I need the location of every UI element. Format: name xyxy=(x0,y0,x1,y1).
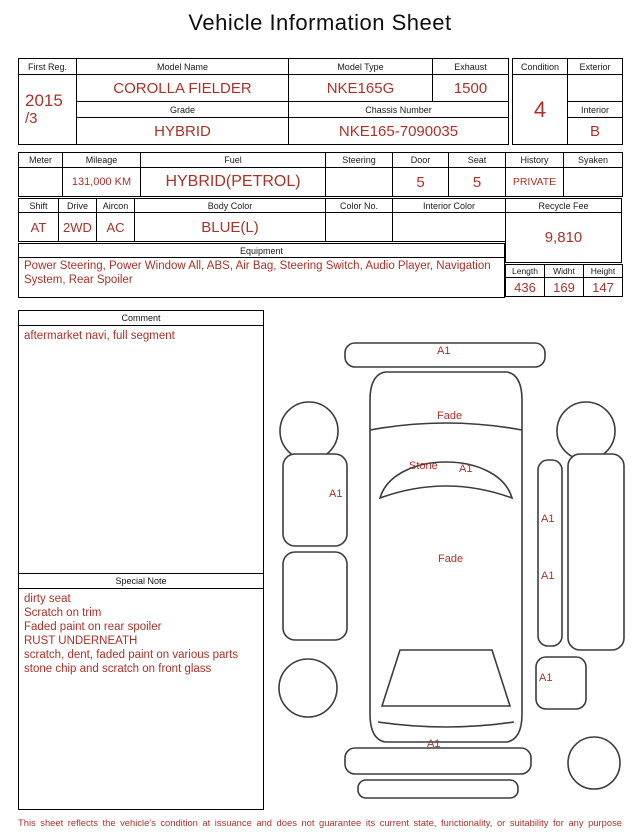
door-value: 5 xyxy=(393,168,449,197)
recycle-fee-value: 9,810 xyxy=(506,213,622,263)
recycle-fee-label: Recycle Fee xyxy=(506,199,622,213)
model-name-value: COROLLA FIELDER xyxy=(77,75,289,102)
right-sill-panel xyxy=(538,460,562,646)
first-reg-month: /3 xyxy=(25,109,38,127)
special-note-line: dirty seat xyxy=(24,593,71,605)
exterior-grade xyxy=(568,75,623,102)
model-name-label: Model Name xyxy=(77,59,289,75)
condition-grade: 4 xyxy=(513,75,568,145)
wheel-rear-left xyxy=(279,659,337,717)
drive-label: Drive xyxy=(59,199,97,213)
mileage-value: 131,000 KM xyxy=(63,168,141,197)
grade-value: HYBRID xyxy=(77,118,289,145)
seat-value: 5 xyxy=(449,168,506,197)
width-label: Widht xyxy=(545,265,584,278)
chassis-number-value: NKE165-7090035 xyxy=(289,118,509,145)
left-rear-door-panel xyxy=(283,552,347,640)
seat-label: Seat xyxy=(449,153,506,168)
wheel-rear-right xyxy=(568,737,620,789)
color-no-value xyxy=(326,213,393,242)
damage-label-windshield-stone: Stone xyxy=(409,460,438,472)
page-title: Vehicle Information Sheet xyxy=(188,10,452,35)
interior-grade: B xyxy=(568,118,623,145)
history-value: PRIVATE xyxy=(506,168,564,197)
special-note-line: Scratch on trim xyxy=(24,607,102,620)
history-table xyxy=(505,152,623,197)
mileage-label: Mileage xyxy=(63,153,141,168)
first-reg-year: 2015 xyxy=(25,90,63,110)
damage-label-windshield-a1: A1 xyxy=(459,463,473,475)
dimensions-table xyxy=(505,264,623,297)
model-type-label: Model Type xyxy=(289,59,433,75)
interior-label: Interior xyxy=(568,102,623,118)
condition-label: Condition xyxy=(513,59,568,75)
wheel-front-left xyxy=(280,402,338,460)
shift-label: Shift xyxy=(19,199,59,213)
color-no-label: Color No. xyxy=(326,199,393,213)
damage-label-left-door: A1 xyxy=(329,488,343,500)
comment-text: aftermarket navi, full segment xyxy=(24,330,175,342)
exhaust-label: Exhaust xyxy=(433,59,509,75)
equipment-label: Equipment xyxy=(19,244,505,258)
equipment-value: Power Steering, Power Window All, ABS, Air Bag, Steering Switch, Audio Player, Navigation System, Rear Spoiler xyxy=(19,258,505,298)
first-reg-label: First Reg. xyxy=(19,59,77,75)
special-note-list xyxy=(19,589,263,809)
special-note-line: scratch, dent, faded paint on various parts xyxy=(24,649,239,662)
door-label: Door xyxy=(393,153,449,168)
grade-label: Grade xyxy=(77,102,289,118)
aircon-value: AC xyxy=(97,213,135,242)
car-rear-bumper xyxy=(345,748,531,774)
comment-header: Comment xyxy=(19,311,263,326)
shift-color-table xyxy=(18,198,506,242)
left-front-door-panel xyxy=(283,454,347,546)
damage-label-right-quarter: A1 xyxy=(539,672,553,684)
height-value: 147 xyxy=(584,278,623,297)
meter-value xyxy=(19,168,63,197)
history-label: History xyxy=(506,153,564,168)
length-label: Length xyxy=(506,265,545,278)
fuel-value: HYBRID(PETROL) xyxy=(141,168,326,197)
right-door-panel xyxy=(568,454,624,650)
damage-label-roof: Fade xyxy=(438,553,464,565)
fuel-label: Fuel xyxy=(141,153,326,168)
special-note-line: stone chip and scratch on front glass xyxy=(24,663,212,676)
steering-label: Steering xyxy=(326,153,393,168)
first-reg-value xyxy=(19,75,77,145)
vehicle-identity-table xyxy=(18,58,509,145)
interior-color-label: Interior Color xyxy=(393,199,506,213)
exterior-label: Exterior xyxy=(568,59,623,75)
shift-value: AT xyxy=(19,213,59,242)
disclaimer-text: This sheet reflects the vehicle's condition at issuance and does not guarantee its current state, functionality, or suitability for any purpose xyxy=(18,817,622,828)
equipment-table xyxy=(18,243,505,298)
meter-label: Meter xyxy=(19,153,63,168)
rear-window xyxy=(382,650,510,706)
wheel-front-right xyxy=(557,402,615,460)
recycle-fee-table xyxy=(505,198,622,263)
drive-value: 2WD xyxy=(59,213,97,242)
body-color-value: BLUE(L) xyxy=(135,213,326,242)
width-value: 169 xyxy=(545,278,584,297)
special-note-line: RUST UNDERNEATH xyxy=(24,635,138,648)
damage-label-front-bumper: A1 xyxy=(437,345,451,357)
damage-label-right-sill-lower: A1 xyxy=(541,570,555,582)
chassis-number-label: Chassis Number xyxy=(289,102,509,118)
height-label: Height xyxy=(584,265,623,278)
damage-label-right-sill-upper: A1 xyxy=(541,513,555,525)
aircon-label: Aircon xyxy=(97,199,135,213)
rear-lower-bar xyxy=(358,780,518,798)
condition-table xyxy=(512,58,623,145)
steering-value xyxy=(326,168,393,197)
interior-color-value xyxy=(393,213,506,242)
special-note-header: Special Note xyxy=(19,573,263,589)
special-note-line: Faded paint on rear spoiler xyxy=(24,621,162,634)
comment-box xyxy=(18,310,264,810)
damage-label-hood: Fade xyxy=(437,410,463,422)
length-value: 436 xyxy=(506,278,545,297)
syaken-label: Syaken xyxy=(564,153,623,168)
meter-fuel-table xyxy=(18,152,506,197)
syaken-value xyxy=(564,168,623,197)
model-type-value: NKE165G xyxy=(289,75,433,102)
damage-label-rear-bumper: A1 xyxy=(427,738,441,750)
exhaust-value: 1500 xyxy=(433,75,509,102)
body-color-label: Body Color xyxy=(135,199,326,213)
